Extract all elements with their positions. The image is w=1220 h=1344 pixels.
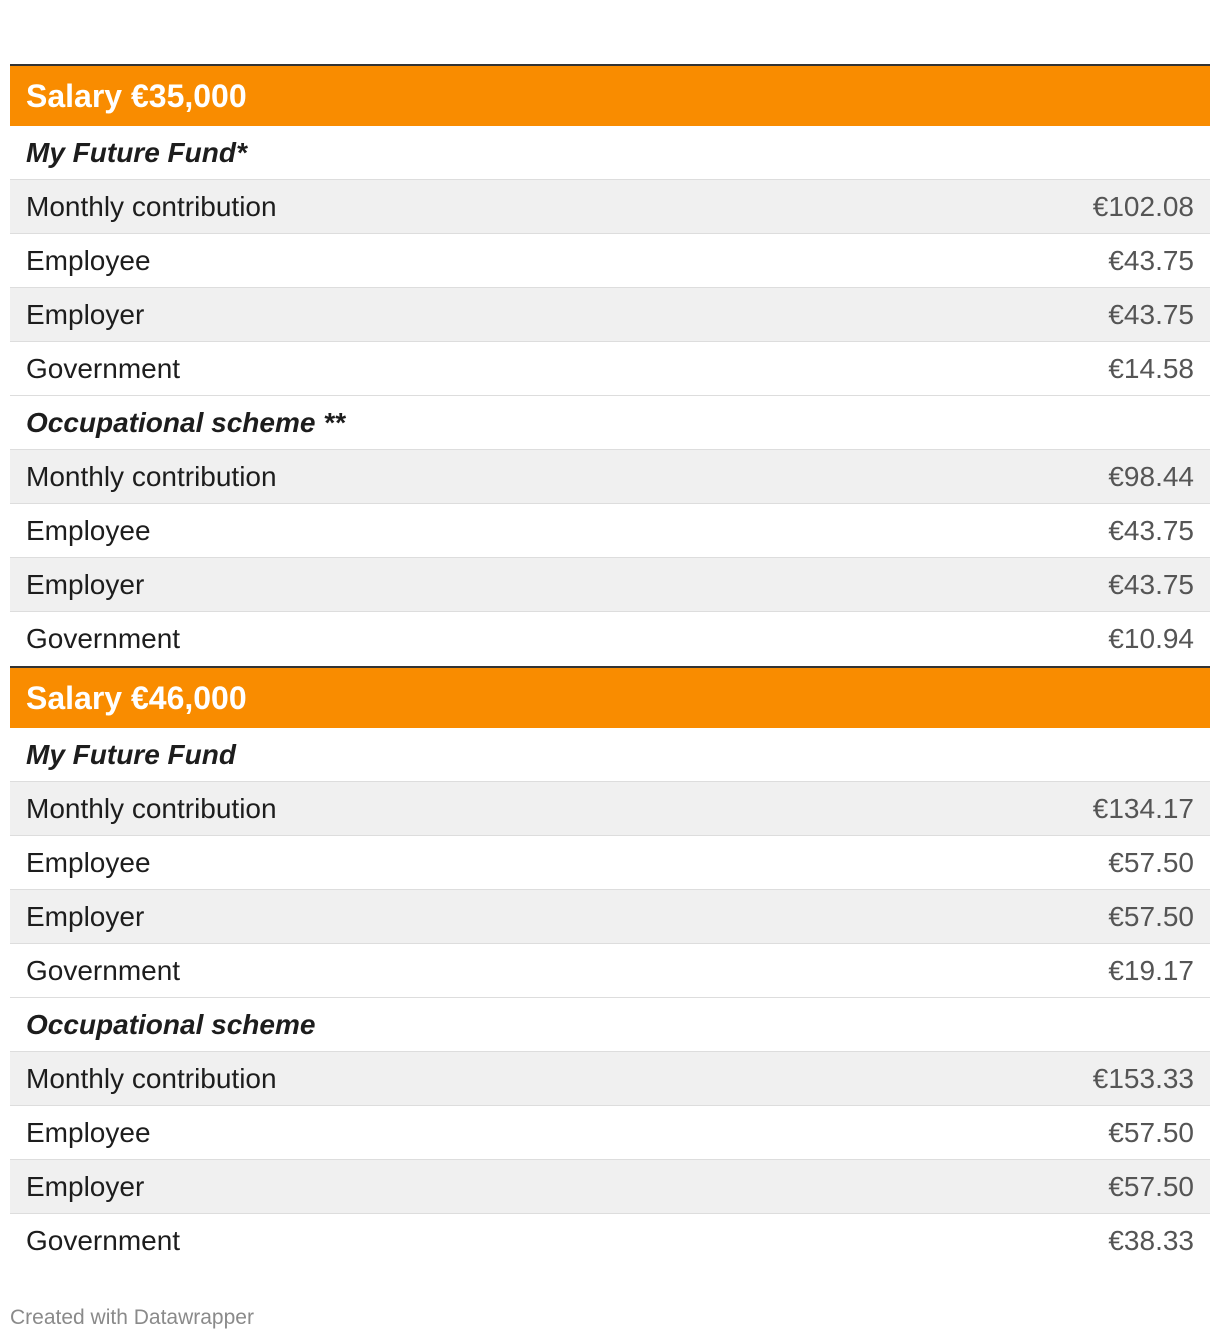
table-row bbox=[10, 944, 1210, 998]
row-label: Employer bbox=[26, 298, 145, 330]
table-row bbox=[10, 836, 1210, 890]
row-label: Government bbox=[26, 352, 181, 384]
table-row bbox=[10, 612, 1210, 666]
salary-block bbox=[10, 666, 1210, 1268]
salary-block bbox=[10, 64, 1210, 666]
table-row bbox=[10, 288, 1210, 342]
row-label: Employer bbox=[26, 1170, 145, 1202]
row-value: €102.08 bbox=[1092, 190, 1194, 222]
table-row bbox=[10, 180, 1210, 234]
row-value: €38.33 bbox=[1108, 1225, 1194, 1256]
table-row bbox=[10, 782, 1210, 836]
section-heading-label: My Future Fund bbox=[26, 738, 236, 770]
table-row bbox=[10, 890, 1210, 944]
row-value: €57.50 bbox=[1108, 1116, 1194, 1148]
salary-header: Salary €46,000 bbox=[10, 668, 1210, 728]
row-value: €57.50 bbox=[1108, 846, 1194, 878]
table-row bbox=[10, 504, 1210, 558]
row-label: Government bbox=[26, 954, 181, 986]
section-heading-label: Occupational scheme bbox=[26, 1008, 316, 1040]
table-row bbox=[10, 342, 1210, 396]
row-label: Government bbox=[26, 623, 181, 654]
row-value: €10.94 bbox=[1108, 623, 1194, 654]
row-label: Monthly contribution bbox=[26, 460, 277, 492]
datawrapper-credit[interactable]: Created with Datawrapper bbox=[10, 1306, 254, 1329]
row-label: Monthly contribution bbox=[26, 792, 277, 824]
row-label: Employee bbox=[26, 244, 151, 276]
table-row bbox=[10, 234, 1210, 288]
row-label: Employer bbox=[26, 900, 145, 932]
row-label: Employee bbox=[26, 846, 151, 878]
table-row bbox=[10, 1052, 1210, 1106]
row-label: Monthly contribution bbox=[26, 1062, 277, 1094]
table-row bbox=[10, 1160, 1210, 1214]
row-label: Employee bbox=[26, 1116, 151, 1148]
section-heading bbox=[10, 998, 1210, 1052]
row-value: €57.50 bbox=[1108, 900, 1194, 932]
row-label: Government bbox=[26, 1225, 181, 1256]
section-heading bbox=[10, 126, 1210, 180]
row-value: €134.17 bbox=[1092, 792, 1194, 824]
section-heading-label: Occupational scheme ** bbox=[26, 406, 346, 438]
table-row bbox=[10, 558, 1210, 612]
row-value: €43.75 bbox=[1108, 514, 1194, 546]
row-value: €57.50 bbox=[1108, 1170, 1194, 1202]
section-heading bbox=[10, 396, 1210, 450]
row-value: €43.75 bbox=[1108, 298, 1194, 330]
row-value: €43.75 bbox=[1108, 244, 1194, 276]
row-value: €19.17 bbox=[1108, 954, 1194, 986]
row-label: Monthly contribution bbox=[26, 190, 277, 222]
table-row bbox=[10, 1106, 1210, 1160]
section-heading bbox=[10, 728, 1210, 782]
table-row bbox=[10, 450, 1210, 504]
section-heading-label: My Future Fund* bbox=[26, 136, 247, 168]
row-label: Employee bbox=[26, 514, 151, 546]
pension-comparison-table bbox=[10, 64, 1210, 1268]
row-value: €43.75 bbox=[1108, 568, 1194, 600]
row-value: €14.58 bbox=[1108, 352, 1194, 384]
row-value: €98.44 bbox=[1108, 460, 1194, 492]
row-label: Employer bbox=[26, 568, 145, 600]
row-value: €153.33 bbox=[1092, 1062, 1194, 1094]
table-row bbox=[10, 1214, 1210, 1268]
salary-header: Salary €35,000 bbox=[10, 66, 1210, 126]
